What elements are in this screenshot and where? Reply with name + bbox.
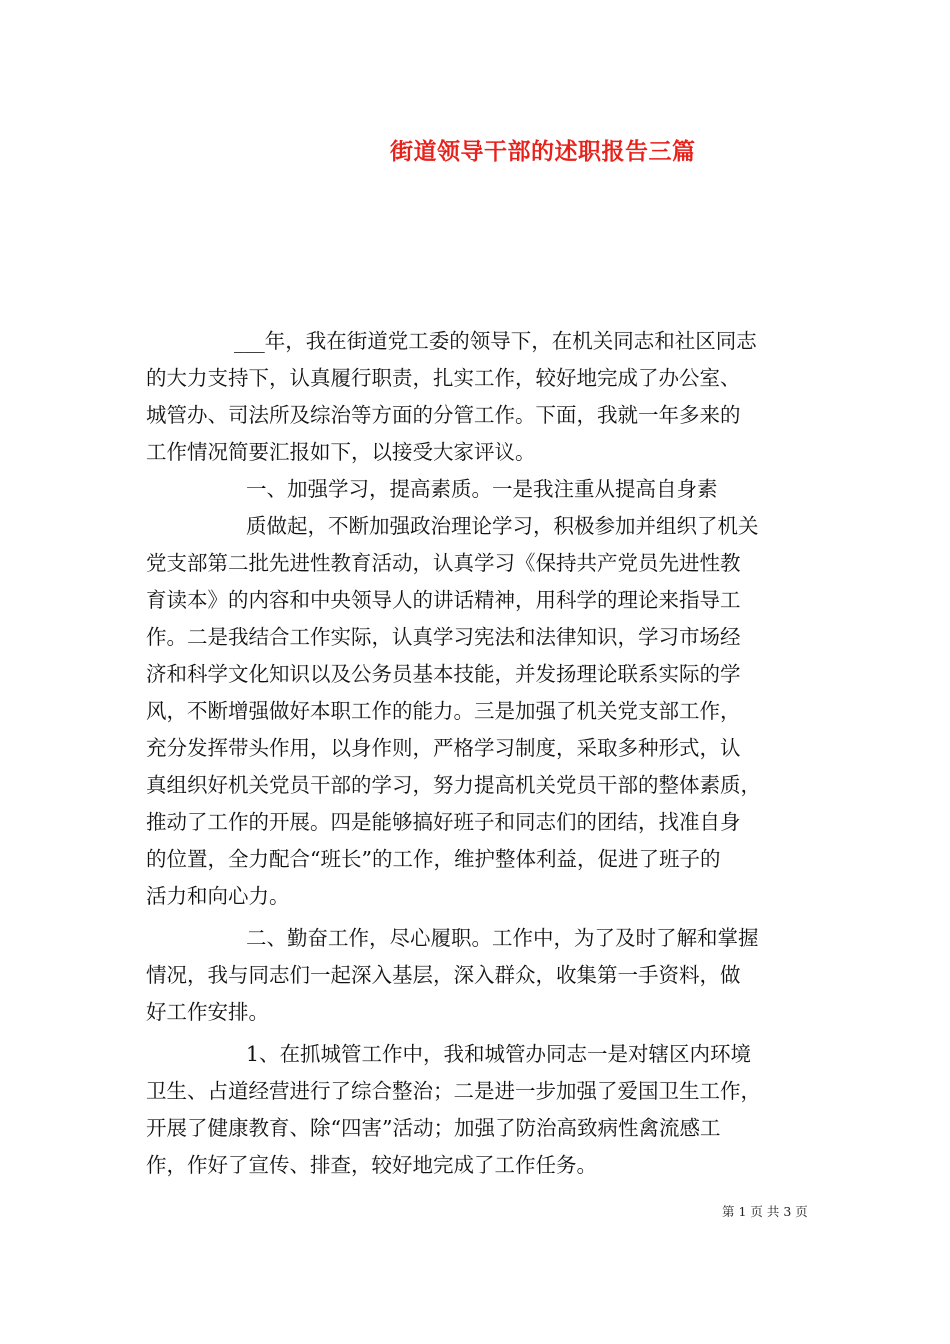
text-line: 的大力支持下，认真履行职责，扎实工作，较好地完成了办公室、	[146, 366, 741, 390]
document-body	[146, 323, 826, 1184]
text-line: 风，不断增强做好本职工作的能力。三是加强了机关党支部工作，	[146, 699, 741, 723]
text-line: 育读本》的内容和中央领导人的讲话精神，用科学的理论来指导工	[146, 588, 741, 612]
text-line: 济和科学文化知识以及公务员基本技能，并发扬理论联系实际的学	[146, 662, 741, 686]
text-line: 好工作安排。	[146, 1000, 269, 1024]
text-line: ___年，我在街道党工委的领导下，在机关同志和社区同志	[234, 329, 757, 353]
text-line: 党支部第二批先进性教育活动，认真学习《保持共产党员先进性教	[146, 551, 741, 575]
text-line: 工作情况简要汇报如下，以接受大家评议。	[146, 440, 536, 464]
paragraph	[146, 323, 826, 471]
text-line: 一、加强学习，提高素质。一是我注重从提高自身素	[246, 477, 718, 501]
text-line: 活力和向心力。	[146, 884, 290, 908]
text-line: 推动了工作的开展。四是能够搞好班子和同志们的团结，找准自身	[146, 810, 741, 834]
page-footer: 第 1 页 共 3 页	[722, 1204, 808, 1219]
text-line: 开展了健康教育、除“四害”活动；加强了防治高致病性禽流感工	[146, 1116, 721, 1140]
text-line: 质做起，不断加强政治理论学习，积极参加并组织了机关	[246, 514, 759, 538]
text-line: 作，作好了宣传、排查，较好地完成了工作任务。	[146, 1153, 597, 1177]
document-title: 街道领导干部的述职报告三篇	[390, 138, 696, 165]
paragraph	[146, 1036, 826, 1184]
text-line: 真组织好机关党员干部的学习，努力提高机关党员干部的整体素质，	[146, 773, 761, 797]
text-line: 充分发挥带头作用，以身作则，严格学习制度，采取多种形式，认	[146, 736, 741, 760]
paragraph	[146, 920, 826, 1031]
text-line: 卫生、占道经营进行了综合整治；二是进一步加强了爱国卫生工作，	[146, 1079, 761, 1103]
text-line: 作。二是我结合工作实际，认真学习宪法和法律知识，学习市场经	[146, 625, 741, 649]
paragraph	[146, 508, 826, 915]
text-line: 的位置，全力配合“班长”的工作，维护整体利益，促进了班子的	[146, 847, 721, 871]
text-line: 情况，我与同志们一起深入基层，深入群众，收集第一手资料，做	[146, 963, 741, 987]
text-line: 1、在抓城管工作中，我和城管办同志一是对辖区内环境	[246, 1042, 752, 1066]
text-line: 二、勤奋工作，尽心履职。工作中，为了及时了解和掌握	[246, 926, 759, 950]
paragraph	[146, 471, 826, 508]
text-line: 城管办、司法所及综治等方面的分管工作。下面，我就一年多来的	[146, 403, 741, 427]
